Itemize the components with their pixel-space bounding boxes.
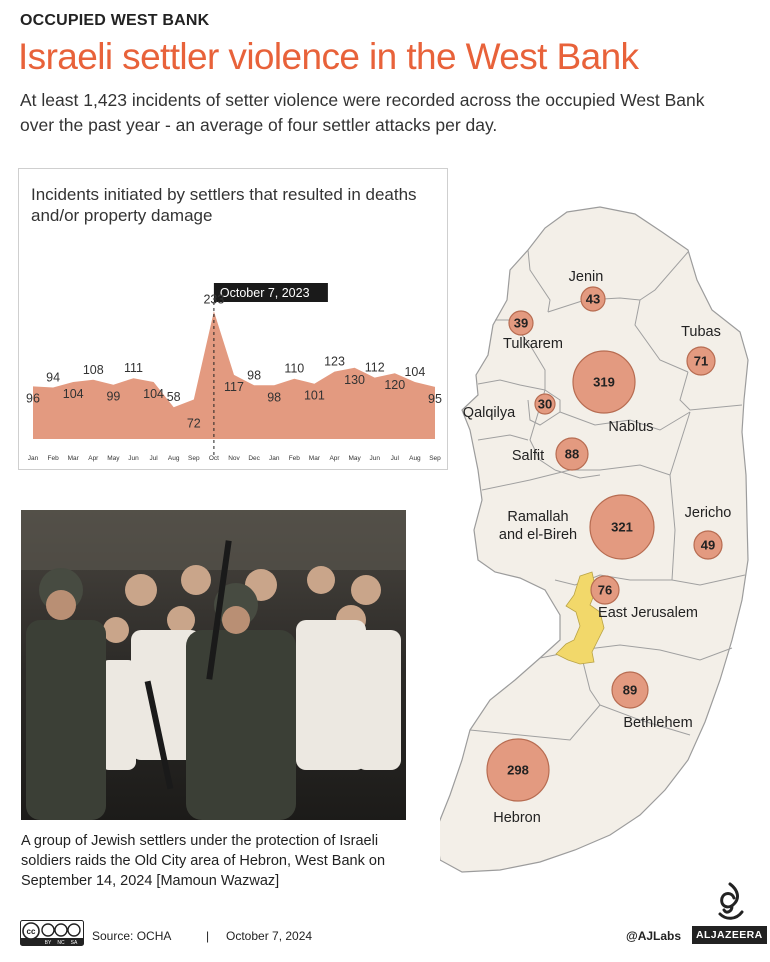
footer-separator: |: [206, 929, 210, 943]
month-tick-label: Feb: [47, 455, 59, 462]
cc-label: NC: [57, 940, 65, 946]
data-label: 104: [62, 387, 84, 402]
data-label: 58: [166, 390, 181, 405]
region-name: Hebron: [493, 810, 541, 826]
data-label: 72: [186, 416, 201, 431]
west-bank-map: [440, 200, 760, 900]
chart-panel: [18, 168, 448, 470]
data-label: 233: [203, 292, 225, 307]
area-chart: [19, 169, 447, 469]
data-label: 96: [26, 391, 40, 406]
month-tick-label: Oct: [208, 455, 219, 462]
region-name: Qalqilya: [462, 405, 516, 421]
photo: [21, 510, 406, 820]
data-label: 112: [364, 360, 385, 375]
data-label: 99: [106, 389, 121, 404]
region-value: 88: [564, 446, 580, 462]
region-value: 49: [700, 537, 716, 553]
region-name: Ramallah: [507, 509, 569, 525]
region-name: Salfit: [511, 448, 545, 464]
data-label: 130: [344, 372, 366, 387]
source-text: Source: OCHA: [92, 929, 172, 943]
svg-text:cc: cc: [26, 927, 36, 936]
cc-label: SA: [70, 940, 78, 946]
aljazeera-wordmark: ALJAZEERA: [692, 926, 767, 944]
month-tick-label: Jan: [268, 455, 280, 462]
data-label: 95: [428, 391, 442, 406]
annotation-label: October 7, 2023: [219, 286, 310, 300]
month-tick-label: May: [348, 455, 361, 462]
region-name: Nablus: [608, 419, 654, 435]
month-tick-label: Nov: [228, 455, 240, 462]
cc-label: BY: [44, 940, 52, 946]
data-label: 98: [247, 368, 262, 383]
month-tick-label: Apr: [88, 455, 99, 462]
month-tick-label: Dec: [248, 455, 260, 462]
region-value: 89: [622, 682, 638, 698]
month-tick-label: Jan: [27, 455, 39, 462]
month-tick-label: Jun: [128, 455, 139, 462]
photo-caption: A group of Jewish settlers under the protection of Israeli soldiers raids the Old City area of Hebron, West Bank on September 14, 2024 [Mamoun Wazwaz]: [21, 833, 386, 889]
region-name: Bethlehem: [623, 715, 693, 731]
month-tick-label: May: [107, 455, 120, 462]
month-tick-label: Feb: [288, 455, 300, 462]
region-value: 298: [507, 762, 529, 778]
data-label: 108: [82, 362, 104, 377]
ajlabs-handle: @AJLabs: [626, 929, 682, 943]
chart-title: Incidents initiated by settlers that resulted in deaths and/or property damage: [31, 185, 417, 225]
data-label: 117: [224, 379, 244, 394]
month-tick-label: Aug: [167, 455, 180, 462]
page-title: Israeli settler violence in the West Bank: [18, 36, 639, 77]
month-tick-label: Sep: [429, 455, 441, 462]
month-tick-label: Mar: [308, 455, 321, 462]
footer: [20, 920, 763, 950]
data-label: 98: [267, 390, 282, 405]
kicker: OCCUPIED WEST BANK: [20, 12, 210, 29]
region-value: 30: [537, 396, 553, 412]
region-name: Tulkarem: [503, 336, 563, 352]
data-label: 104: [143, 387, 165, 402]
region-name: East Jerusalem: [598, 605, 698, 621]
publish-date: October 7, 2024: [226, 929, 313, 943]
data-label: 110: [284, 361, 305, 376]
region-value: 39: [513, 315, 529, 331]
region-name: Jericho: [684, 505, 732, 521]
month-tick-label: Apr: [329, 455, 340, 462]
month-tick-label: Sep: [188, 455, 200, 462]
region-value: 43: [585, 291, 601, 307]
region-value: 319: [593, 374, 615, 390]
region-name: Jenin: [568, 269, 604, 285]
cc-license-icon: [20, 920, 84, 946]
data-label: 104: [404, 365, 426, 380]
data-label: 123: [324, 354, 345, 369]
region-name: Tubas: [681, 324, 721, 340]
region-value: 71: [693, 353, 709, 369]
subtitle: At least 1,423 incidents of setter violence were recorded across the occupied West Bank over the past year - an average of four settler attacks per day.: [20, 90, 705, 135]
month-tick-label: Jul: [149, 455, 158, 462]
month-tick-label: Aug: [409, 455, 421, 462]
month-tick-label: Mar: [67, 455, 79, 462]
data-label: 94: [46, 370, 61, 385]
region-value: 76: [597, 582, 613, 598]
aljazeera-logo-icon: [710, 880, 750, 924]
region-value: 321: [611, 519, 633, 535]
month-tick-label: Jul: [390, 455, 399, 462]
data-label: 111: [123, 361, 144, 376]
data-label: 101: [303, 388, 325, 403]
data-label: 120: [384, 378, 406, 393]
region-name: and el-Bireh: [498, 527, 578, 543]
month-tick-label: Jun: [369, 455, 380, 462]
